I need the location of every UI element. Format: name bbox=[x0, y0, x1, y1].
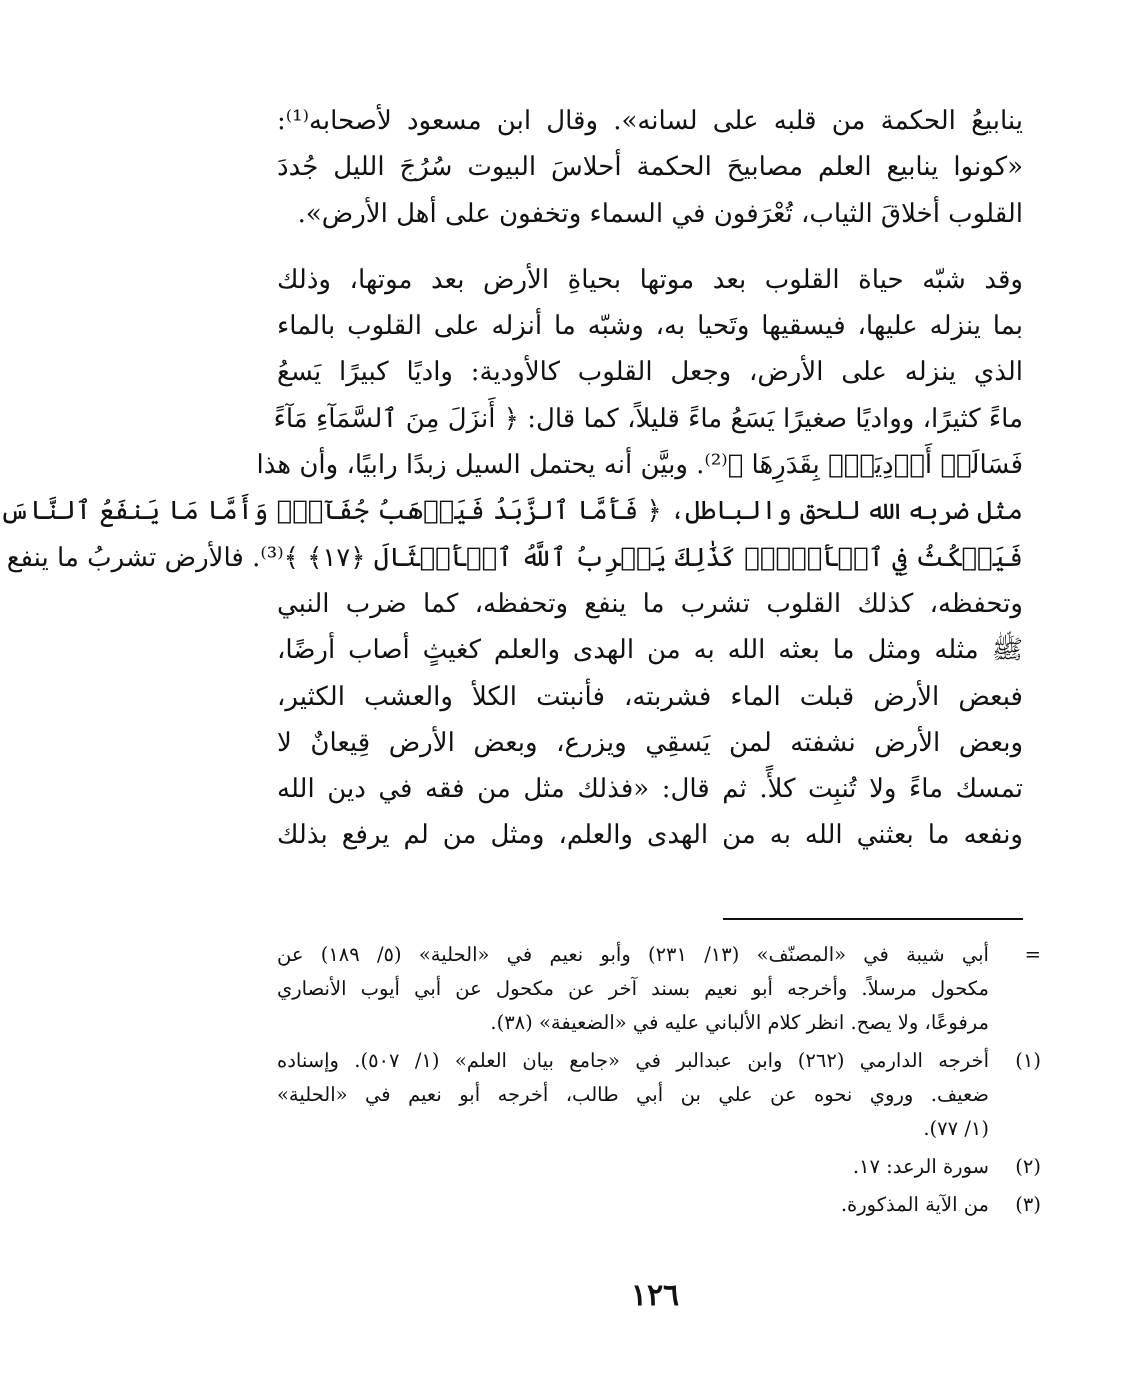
text-line: فبعض الأرض قبلت الماء فشربته، فأنبتت الكلأ والعشب الكثير، bbox=[277, 681, 1023, 712]
footnote-line: أخرجه الدارمي (٢٦٢) وابن عبدالبر في «جامع بيان العلم» (١/ ٥٠٧). وإسناده bbox=[277, 1049, 990, 1072]
footnote-line: مكحول مرسلاً. وأخرجه أبو نعيم بسند آخر عن مكحول عن أبي أيوب الأنصاري bbox=[277, 977, 989, 1000]
text-line: وتحفظه، كذلك القلوب تشرب ما ينفع وتحفظه، كما ضرب النبي bbox=[277, 588, 1023, 619]
footnote-line: ضعيف. وروي نحوه عن علي بن أبي طالب، أخرجه أبو نعيم في «الحلية» bbox=[277, 1083, 989, 1106]
text-line: وبعض الأرض نشفته لمن يَسقِي ويزرع، وبعض الأرض قِيعانٌ لا bbox=[277, 727, 1023, 758]
text-line: ماءً كثيرًا، وواديًا صغيرًا يَسَعُ ماءً قليلاً، كما قال: ﴿ أَنزَلَ مِنَ ٱلسَّمَآءِ مَآءً bbox=[273, 403, 1023, 434]
text-line: «كونوا ينابيع العلم مصابيحَ الحكمة أحلاسَ البيوت سُرُجَ الليل جُددَ bbox=[277, 152, 1023, 183]
text-line: الذي ينزله على الأرض، وجعل القلوب كالأودية: واديًا كبيرًا يَسعُ bbox=[277, 357, 1023, 388]
footnote-marker: (٢) bbox=[1015, 1155, 1041, 1178]
footnotes bbox=[277, 938, 1041, 1226]
text-line: مثل ضربه الله للحق والباطل، ﴿ فَأَمَّا ٱلزَّبَدُ فَيَذۡهَبُ جُفَآءٗۖ وَأَمَّا مَا يَنفَعُ ٱلنَّاسَ bbox=[0, 496, 1023, 527]
text-line: ينابيعُ الحكمة من قلبه على لسانه». وقال ابن مسعود لأصحابه⁽¹⁾: bbox=[277, 106, 1023, 136]
text-line: تمسك ماءً ولا تُنبِت كلأً. ثم قال: «فذلك مثل من فقه في دين الله bbox=[277, 774, 1023, 805]
footnote-marker: (١) bbox=[1015, 1049, 1041, 1072]
footnote-2 bbox=[277, 1150, 1041, 1184]
text-line: ﷺ مثله ومثل ما بعثه الله به من الهدى والعلم كغيثٍ أصاب أرضًا، bbox=[277, 635, 1023, 666]
footnote-1 bbox=[277, 1044, 1041, 1146]
footnote-line: (١/ ٧٧). bbox=[923, 1117, 989, 1140]
footnote-line: سورة الرعد: ١٧. bbox=[852, 1155, 989, 1178]
text-line: بما ينزله عليها، فيسقيها وتَحيا به، وشبّه ما أنزله على القلوب بالماء bbox=[277, 311, 1023, 342]
paragraph-gap bbox=[277, 237, 1023, 257]
page-number: ١٢٦ bbox=[630, 1278, 680, 1313]
footnote-3 bbox=[277, 1188, 1041, 1222]
footnote-line: أبي شيبة في «المصنّف» (١٣/ ٢٣١) وأبو نعيم في «الحلية» (٥/ ١٨٩) عن bbox=[277, 943, 989, 966]
footnote-separator bbox=[723, 918, 1023, 920]
text-line: فَيَمۡكُثُ فِي ٱلۡأَرۡضِۚ كَذَٰلِكَ يَضۡرِبُ ٱللَّهُ ٱلۡأَمۡثَالَ ﴿١٧﴾ ﴾⁽³⁾. فالأرض تشربُ ما ينفع bbox=[6, 542, 1023, 573]
footnote-marker: = bbox=[1024, 943, 1041, 966]
text-line: وقد شبّه حياة القلوب بعد موتها بحياةِ الأرض بعد موتها، وذلك bbox=[277, 264, 1023, 295]
footnote-line: مرفوعًا، ولا يصح. انظر كلام الألباني عليه في «الضعيفة» (٣٨). bbox=[490, 1011, 989, 1034]
text-line: القلوب أخلاقَ الثياب، تُعْرَفون في السماء وتخفون على أهل الأرض». bbox=[297, 198, 1023, 229]
main-text bbox=[0, 98, 1023, 859]
footnote-line: من الآية المذكورة. bbox=[840, 1193, 989, 1216]
footnote-marker: (٣) bbox=[1015, 1193, 1041, 1216]
footnote-continued bbox=[277, 938, 1041, 1040]
text-line: فَسَالَتۡ أَوۡدِيَةُۢ بِقَدَرِهَا ﴾⁽²⁾. وبيَّن أنه يحتمل السيل زبدًا رابيًا، وأن هذا bbox=[256, 450, 1023, 481]
text-line: ونفعه ما بعثني الله به من الهدى والعلم، ومثل من لم يرفع بذلك bbox=[277, 820, 1023, 851]
